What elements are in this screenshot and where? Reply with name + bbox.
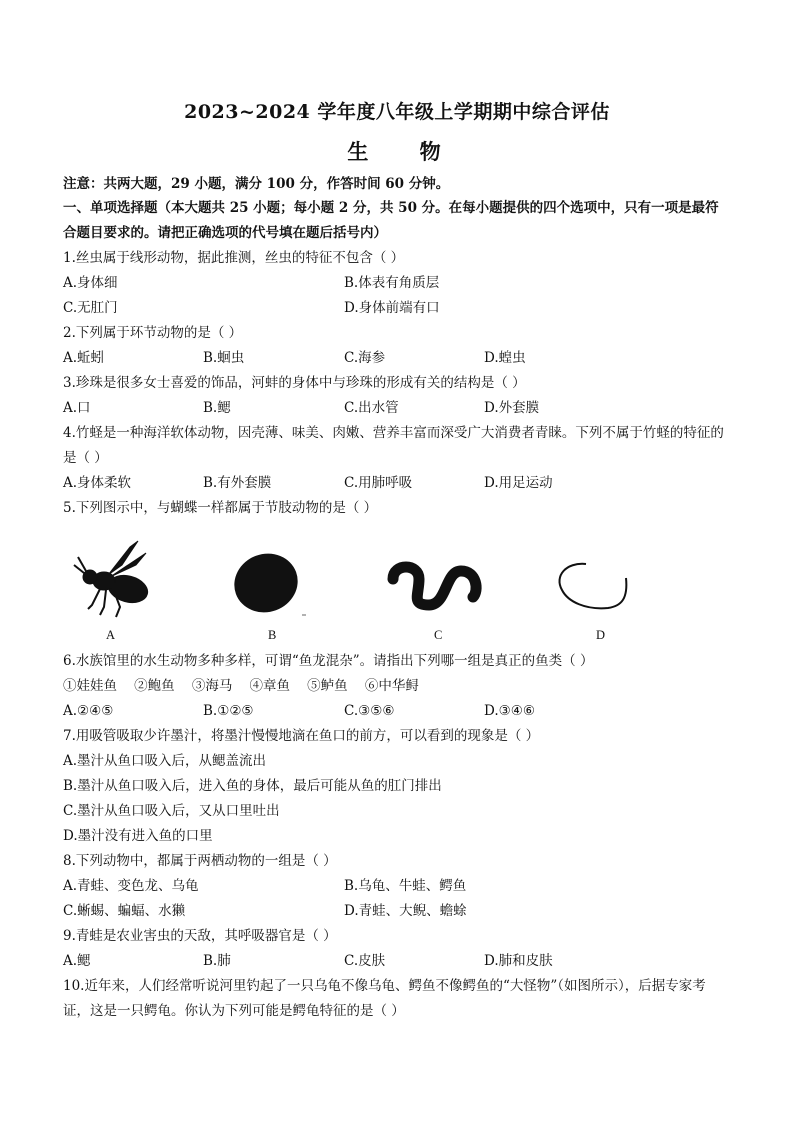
option-c: C.出水管 (344, 400, 399, 416)
exam-title: 2023~2024 学年度八年级上学期期中综合评估 (184, 101, 610, 123)
question-stem: 5.下列图示中，与蝴蝶一样都属于节肢动物的是（ ） (63, 500, 378, 516)
option-a: A.口 (63, 400, 91, 416)
option-c: C.皮肤 (344, 953, 386, 969)
option-c: C.无肛门 (63, 300, 118, 316)
option-d: D.用足运动 (484, 475, 553, 491)
question-stem: 3.珍珠是很多女士喜爱的饰品，河蚌的身体中与珍珠的形成有关的结构是（ ） (63, 375, 526, 391)
option-a: A.蚯蚓 (63, 350, 105, 366)
option-a: A.墨汁从鱼口吸入后，从鳃盖流出 (63, 753, 267, 769)
notice: 注意：共两大题，29 小题，满分 100 分，作答时间 60 分钟。 (63, 176, 450, 192)
option-a: A.身体细 (63, 275, 118, 291)
figure-label-c: C (434, 628, 443, 642)
option-b: B.体表有角质层 (344, 275, 440, 291)
option-b: B.有外套膜 (203, 475, 272, 491)
option-c: C.蜥蜴、蝙蝠、水獭 (63, 903, 186, 919)
question-stem: 6.水族馆里的水生动物多种多样，可谓“鱼龙混杂”。请指出下列哪一组是真正的鱼类（ ） (63, 653, 594, 669)
question-stem: 8.下列动物中，都属于两栖动物的一组是（ ） (63, 853, 337, 869)
option-b: B.乌龟、牛蛙、鳄鱼 (344, 878, 467, 894)
option-b: B.①②⑤ (203, 703, 254, 719)
option-b: B.鳃 (203, 400, 231, 416)
question-stem: 1.丝虫属于线形动物，据此推测，丝虫的特征不包含（ ） (63, 250, 405, 266)
option-d: D.外套膜 (484, 400, 540, 416)
option-d: D.肺和皮肤 (484, 953, 553, 969)
question-stem: 9.青蛙是农业害虫的天敌，其呼吸器官是（ ） (63, 928, 337, 944)
option-c: C.用肺呼吸 (344, 475, 413, 491)
option-a: A.青蛙、变色龙、乌龟 (63, 878, 199, 894)
option-a: A.身体柔软 (63, 475, 132, 491)
leech-figure (385, 557, 485, 617)
figure-label-a: A (106, 628, 116, 642)
option-b: B.墨汁从鱼口吸入后，进入鱼的身体，最后可能从鱼的肛门排出 (63, 778, 442, 794)
question-stem: 2.下列属于环节动物的是（ ） (63, 325, 243, 341)
option-d: D.墨汁没有进入鱼的口里 (63, 828, 213, 844)
option-c: C.墨汁从鱼口吸入后，又从口里吐出 (63, 803, 280, 819)
option-c: C.海参 (344, 350, 386, 366)
oval-shell-figure (228, 547, 308, 619)
option-a: A.鳃 (63, 953, 91, 969)
figure-label-b: B (268, 628, 277, 642)
option-d: D.身体前端有口 (344, 300, 440, 316)
option-c: C.③⑤⑥ (344, 703, 395, 719)
option-d: D.③④⑥ (484, 703, 535, 719)
worm-figure (552, 556, 636, 614)
option-b: B.蛔虫 (203, 350, 245, 366)
question-stem: 10.近年来，人们经常听说河里钓起了一只乌龟不像乌龟、鳄鱼不像鳄鱼的“大怪物”（如图所示），后据专家考证，这是一只鳄龟。你认为下列可能是鳄龟特征的是（ ） (63, 978, 706, 1019)
figure-label-d: D (596, 628, 606, 642)
subject-title: 生 物 (347, 139, 463, 164)
option-d: D.蝗虫 (484, 350, 526, 366)
option-b: B.肺 (203, 953, 231, 969)
bee-figure (70, 535, 156, 619)
section-heading: 一、单项选择题（本大题共 25 小题；每小题 2 分，共 50 分。在每小题提供的四个选项中，只有一项是最符合题目要求的。请把正确选项的代号填在题后括号内） (63, 200, 719, 241)
question-stem: 4.竹蛏是一种海洋软体动物，因壳薄、味美、肉嫩、营养丰富而深受广大消费者青睐。下列不属于竹蛏的特征的是（ ） (63, 425, 724, 466)
option-a: A.②④⑤ (63, 703, 114, 719)
question-stem: 7.用吸管吸取少许墨汁，将墨汁慢慢地滴在鱼口的前方，可以看到的现象是（ ） (63, 728, 540, 744)
option-d: D.青蛙、大鲵、蟾蜍 (344, 903, 467, 919)
question-items: ①娃娃鱼 ②鲍鱼 ③海马 ④章鱼 ⑤鲈鱼 ⑥中华鲟 (63, 678, 419, 694)
